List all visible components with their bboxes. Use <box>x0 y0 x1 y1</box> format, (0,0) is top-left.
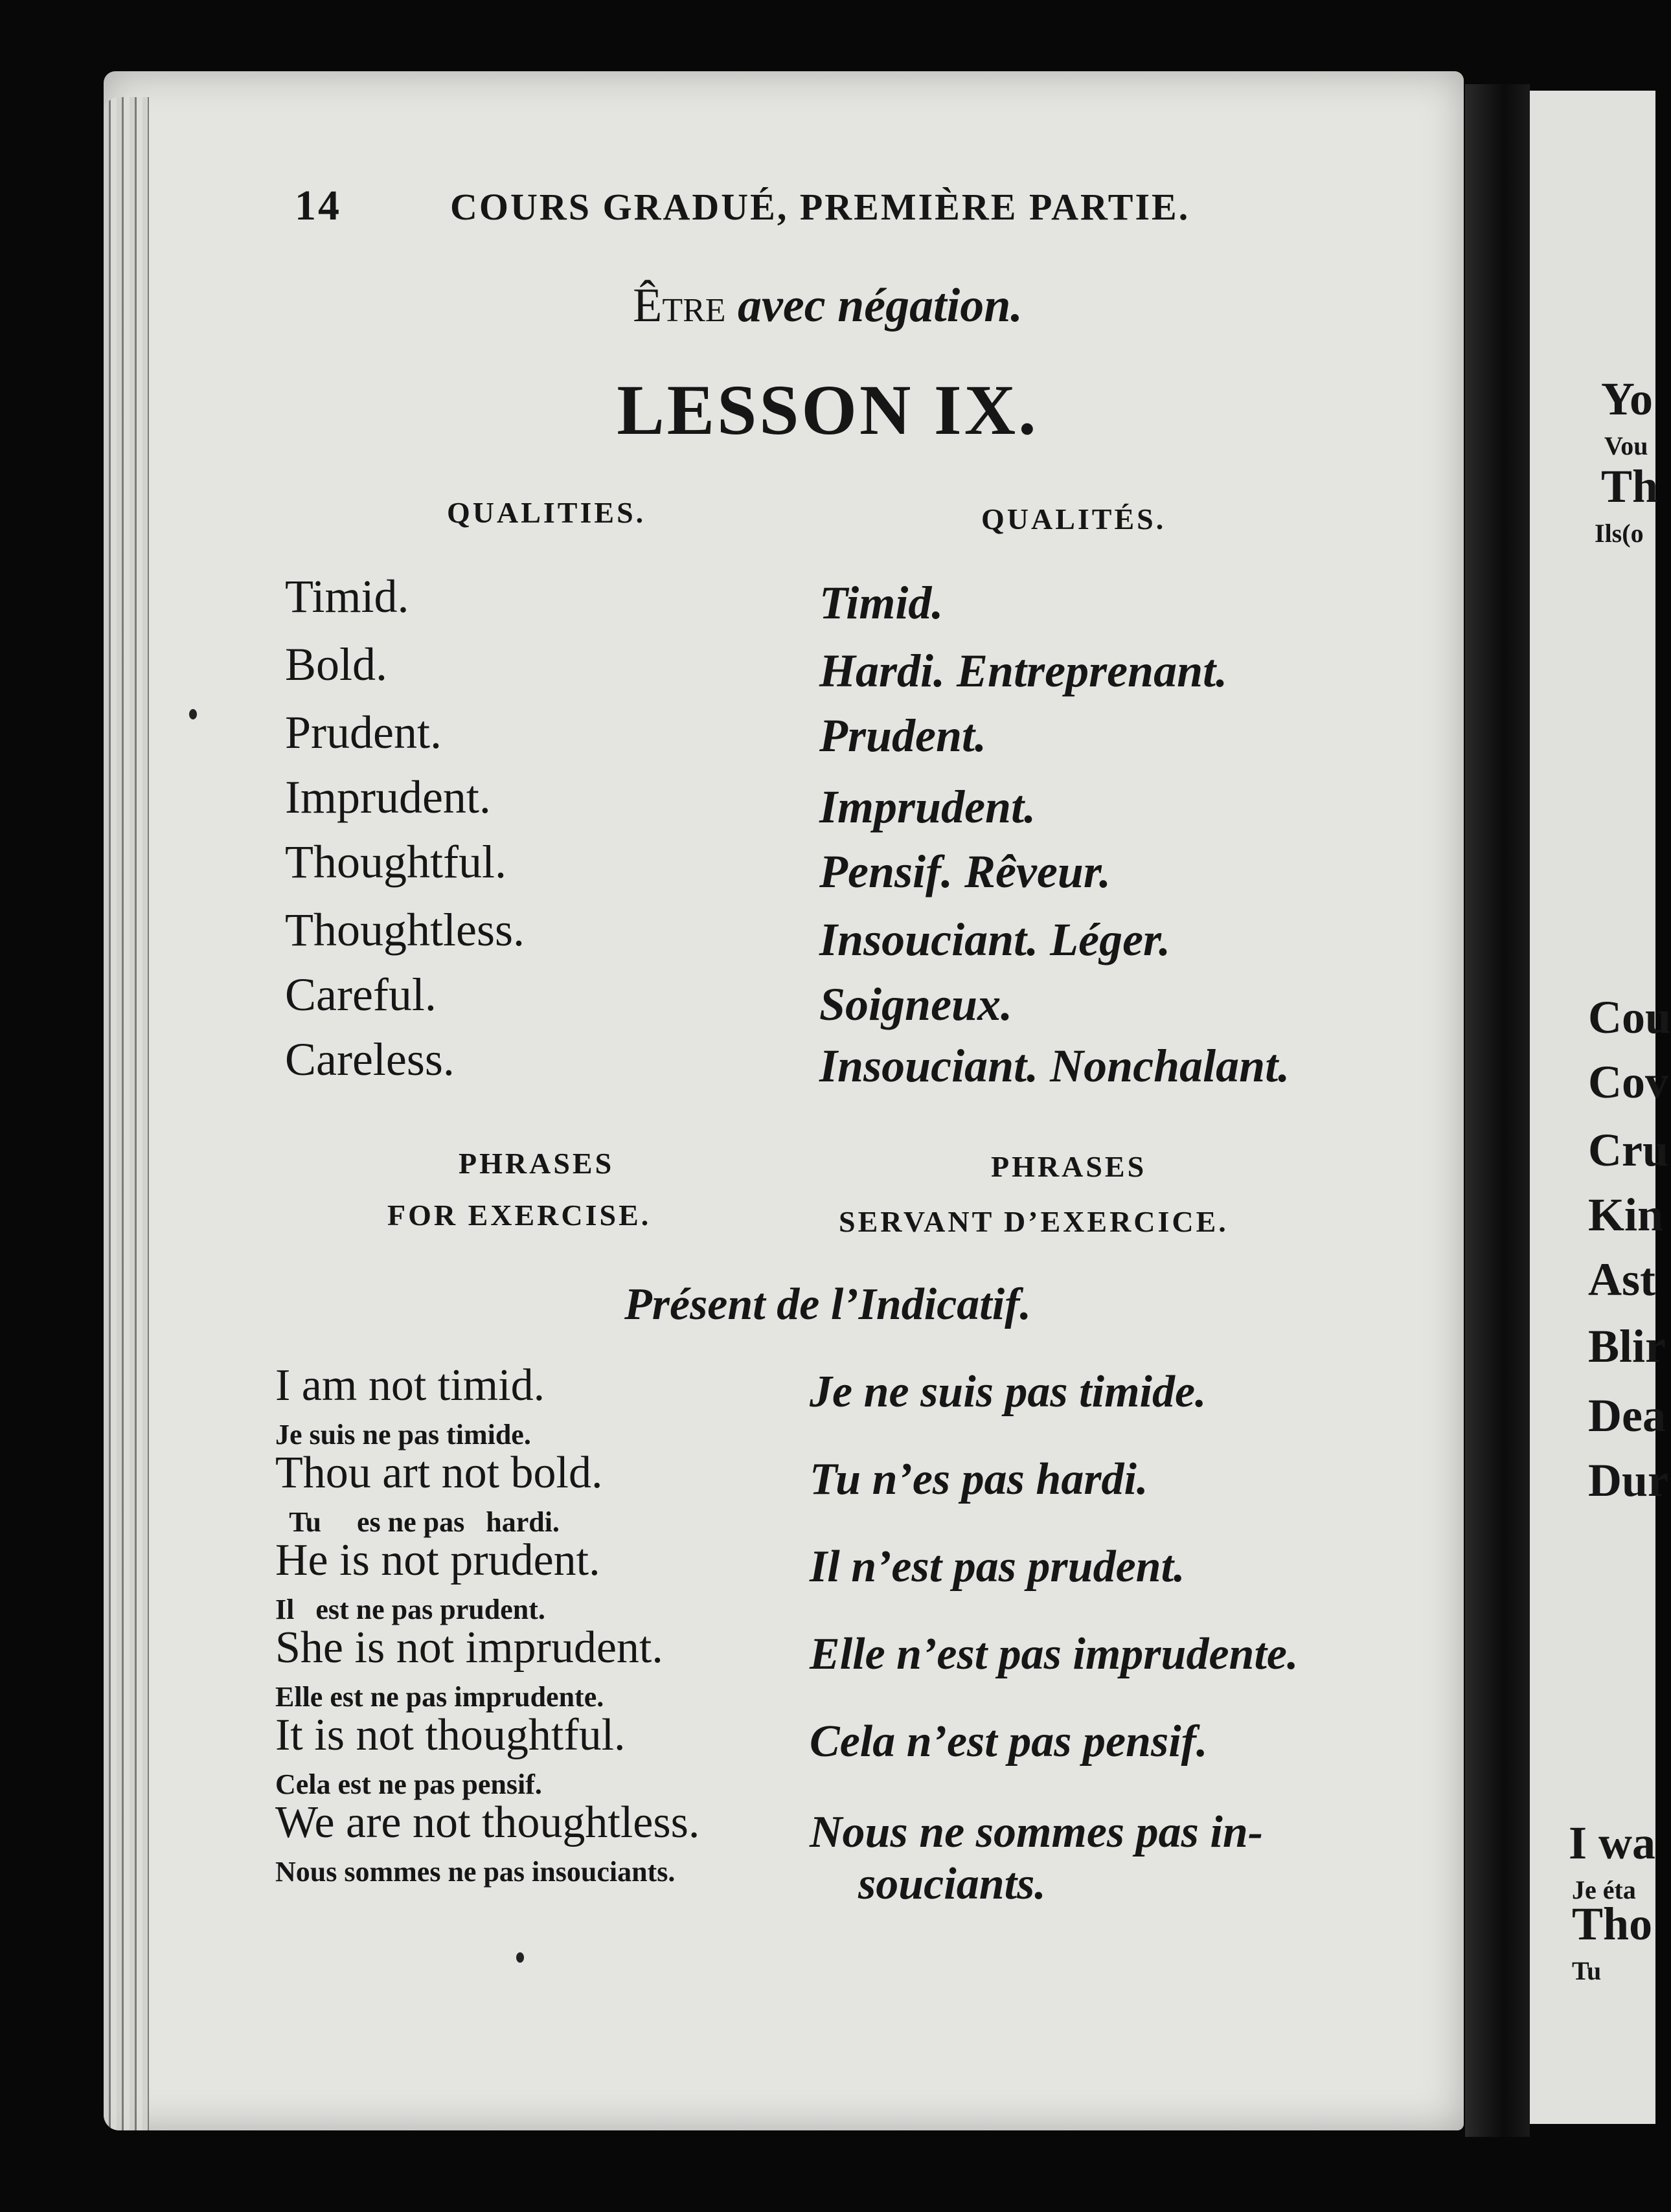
french-sentence: Je ne suis pas timide. <box>810 1367 1207 1417</box>
running-head <box>295 181 1214 231</box>
english-sentence: Thou art not bold. <box>275 1448 603 1498</box>
french-sentence-continuation: souciants. <box>858 1859 1046 1909</box>
english-sentence: He is not prudent. <box>275 1535 600 1585</box>
subheading-rest: avec négation. <box>738 279 1023 332</box>
word-gloss: Tu es ne pas hardi. <box>275 1506 560 1538</box>
fragment-line: Cou <box>1588 991 1671 1043</box>
exercise-french-header-line2: SERVANT D’EXERCICE. <box>839 1205 1229 1238</box>
fragment-line: Th <box>1601 460 1659 512</box>
word-gloss: Il est ne pas prudent. <box>275 1594 545 1625</box>
english-sentence: We are not thoughtless. <box>275 1798 700 1847</box>
vocab-english-word: Bold. <box>285 638 388 690</box>
french-sentence: Nous ne sommes pas in- <box>810 1807 1264 1857</box>
fragment-line: Tho <box>1572 1898 1653 1950</box>
exercise-english-header-line1: PHRASES <box>459 1147 615 1180</box>
fragment-line: Blir <box>1588 1320 1666 1372</box>
vocab-french-word: Soigneux. <box>819 978 1013 1030</box>
french-sentence: Elle n’est pas imprudente. <box>810 1629 1299 1679</box>
fragment-line: Dur <box>1588 1454 1668 1506</box>
vocab-english-word: Prudent. <box>285 706 442 758</box>
ink-speck <box>189 709 197 719</box>
word-gloss: Nous sommes ne pas insouciants. <box>275 1856 676 1888</box>
vocab-english-word: Thoughtful. <box>285 836 506 888</box>
fragment-line: Cov <box>1588 1056 1668 1108</box>
vocab-french-word: Imprudent. <box>819 781 1036 833</box>
subheading-verb: Être <box>633 279 726 332</box>
lesson-title: LESSON IX. <box>617 370 1039 449</box>
exercise-english-header-line2: FOR EXERCISE. <box>387 1199 652 1232</box>
ink-speck <box>516 1952 524 1963</box>
english-sentence: She is not imprudent. <box>275 1623 663 1673</box>
tense-label: Présent de l’Indicatif. <box>624 1280 1031 1329</box>
word-gloss: Elle est ne pas imprudente. <box>275 1681 604 1713</box>
english-sentence: It is not thoughtful. <box>275 1710 626 1760</box>
page-number: 14 <box>295 182 341 229</box>
vocab-english-word: Careless. <box>285 1033 455 1085</box>
fragment-line: Dea <box>1588 1390 1666 1441</box>
fragment-line: Kin <box>1588 1189 1664 1241</box>
vocab-french-word: Hardi. Entreprenant. <box>819 645 1228 697</box>
fragment-line: Tu <box>1572 1956 1602 1985</box>
vocab-english-header: QUALITIES. <box>447 496 646 529</box>
french-sentence: Tu n’es pas hardi. <box>810 1454 1148 1504</box>
vocab-french-word: Prudent. <box>819 710 987 762</box>
section-subheading <box>0 278 1655 333</box>
english-sentence: I am not timid. <box>275 1360 545 1410</box>
vocab-french-word: Insouciant. Nonchalant. <box>819 1040 1290 1092</box>
fragment-line: Cru <box>1588 1124 1668 1176</box>
fragment-line: Je éta <box>1572 1875 1636 1904</box>
fragment-line: Ast <box>1588 1254 1655 1305</box>
word-gloss: Je suis ne pas timide. <box>275 1419 531 1450</box>
fragment-line: Yo <box>1601 373 1654 425</box>
exercise-french-header-line1: PHRASES <box>991 1150 1147 1183</box>
fragment-line: Vou <box>1604 431 1648 460</box>
vocab-french-word: Insouciant. Léger. <box>819 914 1171 965</box>
vocab-english-word: Thoughtless. <box>285 904 525 956</box>
running-title: COURS GRADUÉ, PREMIÈRE PARTIE. <box>450 186 1190 228</box>
vocab-french-word: Timid. <box>819 577 944 629</box>
vocab-english-word: Timid. <box>285 570 409 622</box>
vocab-english-word: Imprudent. <box>285 771 491 823</box>
fragment-line: I wa <box>1569 1817 1656 1869</box>
vocab-french-header: QUALITÉS. <box>981 502 1166 536</box>
french-sentence: Il n’est pas prudent. <box>810 1542 1185 1592</box>
vocab-french-word: Pensif. Rêveur. <box>819 846 1111 897</box>
fragment-line: Ils(o <box>1595 519 1644 548</box>
french-sentence: Cela n’est pas pensif. <box>810 1717 1208 1766</box>
word-gloss: Cela est ne pas pensif. <box>275 1768 542 1800</box>
vocab-english-word: Careful. <box>285 969 437 1021</box>
